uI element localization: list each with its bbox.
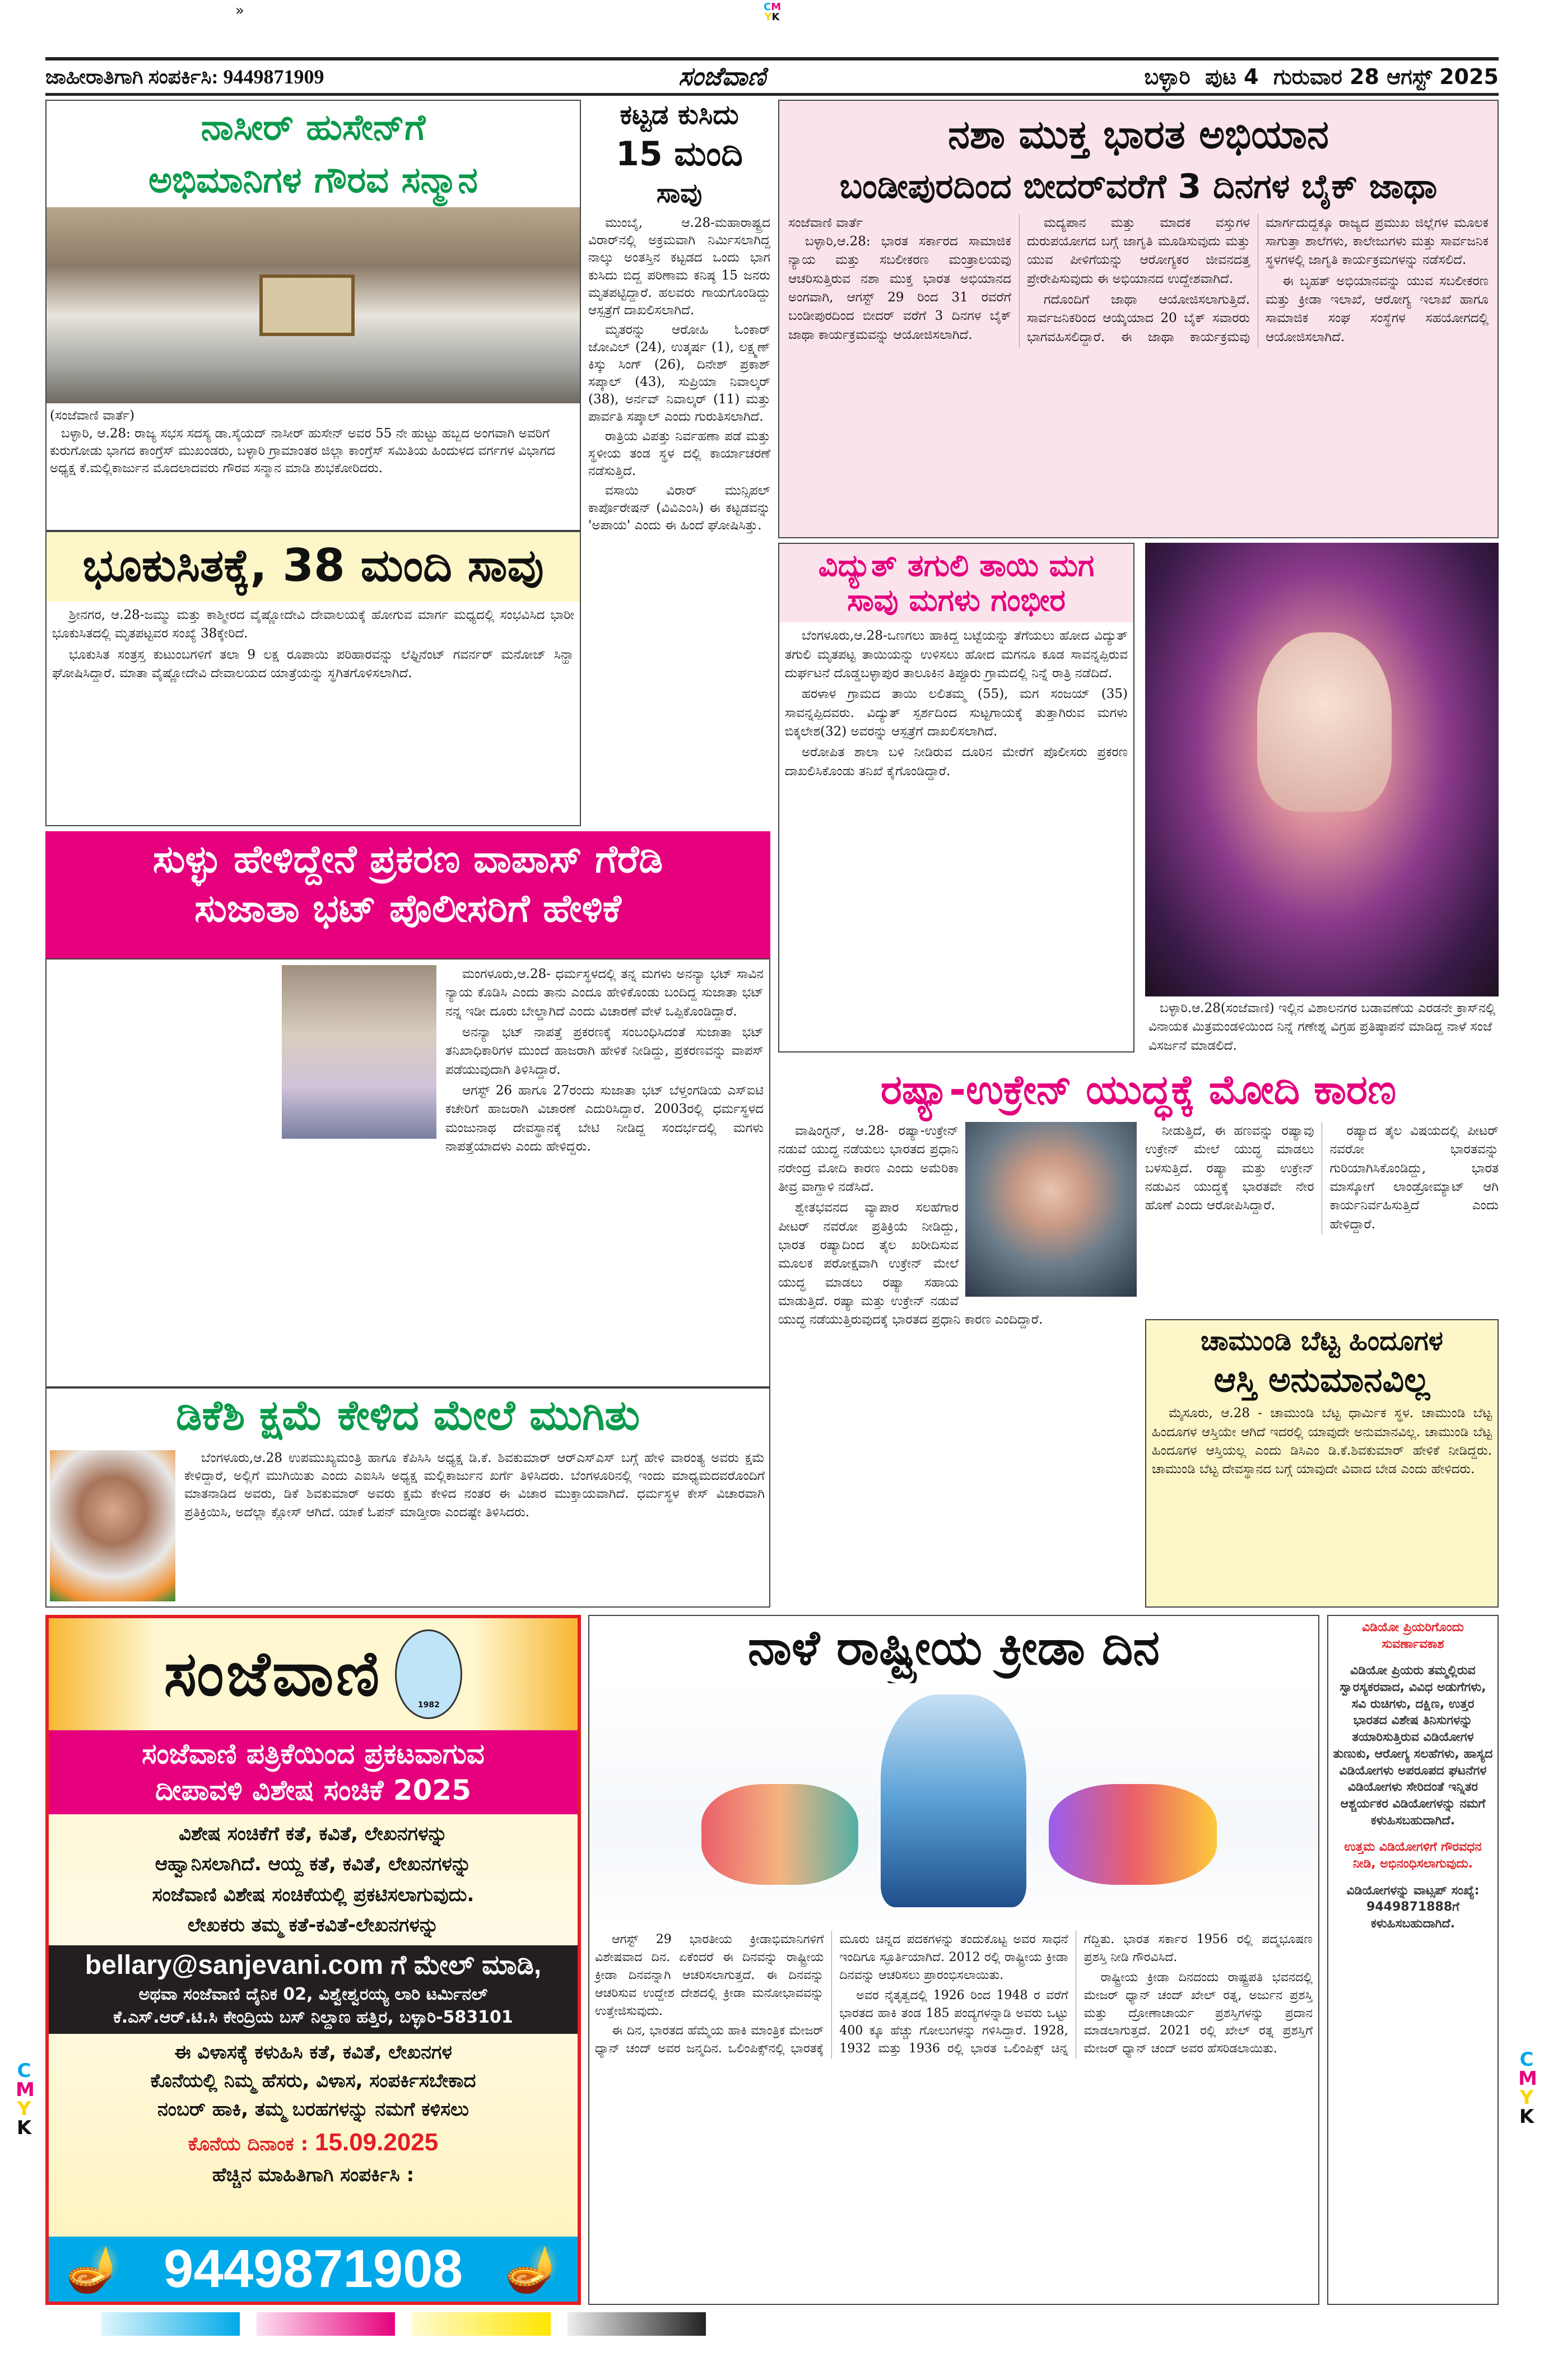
ganesha-idol-photo [1145,543,1499,996]
cmyk-mark-top: CM YK [764,1,782,23]
article-building-collapse: ಕಟ್ಟಡ ಕುಸಿದು 15 ಮಂದಿ ಸಾವು ಮುಂಬೈ, ಆ.28-ಮಹಾರಾಷ್ಟ್ರದ ವಿರಾರ್‌ನಲ್ಲಿ ಅಕ್ರಮವಾಗಿ ನಿರ್ಮಿಸಲಾಗಿದ್ದ ನಾಲ್ಕು ಅಂತಸ್ತಿನ ಕಟ್ಟಡದ ಒಂದು ಭಾಗ ಕುಸಿದು ಬಿದ್ದ ಪರಿಣಾಮ ಕನಿಷ್ಠ 15 ಜನರು ಮೃತಪಟ್ಟಿದ್ದಾರೆ. ಹಲವರು ಗಾಯಗೊಂಡಿದ್ದು ಆಸ್ಪತ್ರೆಗೆ ದಾಖಲಿಸಲಾಗಿದೆ. ಮೃತರನ್ನು ಆರೋಹಿ ಓಂಕಾರ್ ಜೋವಿಲ್ (24), ಉತ್ಕರ್ಷ (1), ಲಕ್ಷ್ಮಣ್ ಕಿಸ್ಕು ಸಿಂಗ್ (26), ದಿನೇಶ್ ಪ್ರಕಾಶ್ ಸಪ್ಕಾಲ್ (43), ಸುಪ್ರಿಯಾ ನಿವಾಲ್ಕರ್ (38), ಅರ್ನವ್ ನಿವಾಲ್ಕರ್ (11) ಮತ್ತು ಪಾರ್ವತಿ ಸಪ್ಕಾಲ್ ಎಂದು ಗುರುತಿಸಲಾಗಿದೆ. ರಾತ್ರಿಯ ವಿಪತ್ತು ನಿರ್ವಹಣಾ ಪಡೆ ಮತ್ತು ಸ್ಥಳೀಯ ತಂಡ ಸ್ಥಳ ದಲ್ಲಿ ಕಾರ್ಯಾಚರಣೆ ನಡೆಸುತ್ತಿದೆ. ವಸಾಯಿ ವಿರಾರ್ ಮುನ್ಸಿಪಲ್ ಕಾರ್ಪೊರೇಷನ್ (ವಿವಿಎಂಸಿ) ಈ ಕಟ್ಟಡವನ್ನು 'ಅಪಾಯ' ಎಂದು ಈ ಹಿಂದೆ ಘೋಷಿಸಿತ್ತು. [588,99,770,533]
diya-icon: 🪔 [66,2244,122,2294]
headline-sujata: ಸುಳ್ಳು ಹೇಳಿದ್ದೇನೆ ಪ್ರಕರಣ ವಾಪಾಸ್ ಗೆರೆಡಿ ಸುಜಾತಾ ಭಟ್ ಪೊಲೀಸರಿಗೆ ಹೇಳಿಕೆ [45,831,770,958]
masthead [45,60,1499,93]
page-number: 4 [1244,64,1259,89]
video-submission-box: ವಿಡಿಯೋ ಪ್ರಿಯರಿಗೊಂದು ಸುವರ್ಣಾವಕಾಶ ವಿಡಿಯೋ ಪ್ರಿಯರು ತಮ್ಮಲ್ಲಿರುವ ಸ್ವಾರಸ್ಯಕರವಾದ, ವಿವಿಧ ಅಡುಗೆಗಳು, ಸವಿ ರುಚಿಗಳು, ದಕ್ಷಿಣ, ಉತ್ತರ ಭಾರತದ ವಿಶೇಷ ತಿನಿಸುಗಳನ್ನು ತಯಾರಿಸುತ್ತಿರುವ ವಿಡಿಯೋಗಳ ತುಣುಕು, ಆರೋಗ್ಯ ಸಲಹೆಗಳು, ಹಾಸ್ಯದ ವಿಡಿಯೋಗಳು ಅಪರೂಪದ ಘಟನೆಗಳ ವಿಡಿಯೋಗಳು ಸೇರಿದಂತೆ ಇನ್ನಿತರ ಆಶ್ಚರ್ಯಕರ ವಿಡಿಯೋಗಳನ್ನು ನಮಗೆ ಕಳುಹಿಸಬಹುದಾಗಿದೆ. ಉತ್ತಮ ವಿಡಿಯೋಗಳಿಗೆ ಗೌರವಧನ ನೀಡಿ, ಅಭಿನಂಧಿಸಲಾಗುವುದು. ವಿಡಿಯೋಗಳನ್ನು ವಾಟ್ಸಪ್ ಸಂಖ್ಯೆ: 9449871888ಗೆ ಕಳುಹಿಸಬಹುದಾಗಿದೆ. [1327,1615,1499,2305]
headline: ಭೂಕುಸಿತಕ್ಕೆ, 38 ಮಂದಿ ಸಾವು [46,532,580,602]
ad-email[interactable]: bellary@sanjevani.com ಗೆ ಮೇಲ್ ಮಾಡಿ, [85,1950,542,1980]
masthead-bottom-rule [45,93,1499,96]
headline: ನಾಳೆ ರಾಷ್ಟ್ರೀಯ ಕ್ರೀಡಾ ದಿನ [747,1620,1160,1676]
ad-address: bellary@sanjevani.com ಗೆ ಮೇಲ್ ಮಾಡಿ, ಅಥವಾ ಸಂಜೆವಾಣಿ ದೈನಿಕ 02, ವಿಶ್ವೇಶ್ವರಯ್ಯ ಲಾರಿ ಟರ್ಮಿನಲ್ ಕೆ.ಎಸ್.ಆರ್.ಟಿ.ಸಿ ಕೇಂದ್ರಿಯ ಬಸ್ ನಿಲ್ದಾಣ ಹತ್ತಿರ, ಬಳ್ಳಾರಿ-583101 [49,1945,578,2034]
article-landslide: ಭೂಕುಸಿತಕ್ಕೆ, 38 ಮಂದಿ ಸಾವು ಶ್ರೀನಗರ, ಆ.28-ಜಮ್ಮು ಮತ್ತು ಕಾಶ್ಮೀರದ ವೈಷ್ಣೋದೇವಿ ದೇವಾಲಯಕ್ಕೆ ಹೋಗುವ ಮಾರ್ಗ ಮಧ್ಯದಲ್ಲಿ ಸಂಭವಿಸಿದ ಭಾರೀ ಭೂಕುಸಿತದಲ್ಲಿ ಮೃತಪಟ್ಟವರ ಸಂಖ್ಯೆ 38ಕ್ಕೇರಿದೆ. ಭೂಕುಸಿತ ಸಂತ್ರಸ್ತ ಕುಟುಂಬಗಳಿಗೆ ತಲಾ 9 ಲಕ್ಷ ರೂಪಾಯಿ ಪರಿಹಾರವನ್ನು ಲೆಫ್ಟಿನೆಂಟ್ ಗವರ್ನರ್ ಮನೋಜ್ ಸಿನ್ಹಾ ಘೋಷಿಸಿದ್ದಾರೆ. ಮಾತಾ ವೈಷ್ಣೋದೇವಿ ದೇವಾಲಯದ ಯಾತ್ರೆಯನ್ನು ಸ್ಥಗಿತಗೊಳಿಸಲಾಗಿದೆ. [45,531,581,826]
article-chamundi: ಚಾಮುಂಡಿ ಬೆಟ್ಟ ಹಿಂದೂಗಳ ಆಸ್ತಿ ಅನುಮಾನವಿಲ್ಲ ಮೈಸೂರು, ಆ.28 - ಚಾಮುಂಡಿ ಬೆಟ್ಟ ಧಾರ್ಮಿಕ ಸ್ಥಳ. ಚಾಮುಂಡಿ ಬೆಟ್ಟ ಹಿಂದೂಗಳ ಆಸ್ತಿಯೇ ಆಗಿದೆ ಇದರಲ್ಲಿ ಯಾವುದೇ ಅನುಮಾನವಿಲ್ಲ. ಚಾಮುಂಡಿ ಬೆಟ್ಟ ಹಿಂದೂಗಳ ಆಸ್ತಿಯಲ್ಲ ಎಂದು ಡಿಸಿಎಂ ಡಿ.ಕೆ.ಶಿವಕುಮಾರ್ ಹೇಳಿಕೆ ನೀಡಿದ್ದರು. ಚಾಮುಂಡಿ ಬೆಟ್ಟ ದೇವಸ್ಥಾನದ ಬಗ್ಗೆ ಯಾವುದೇ ವಿವಾದ ಬೇಡ ಎಂದು ಹೇಳಿದರು. [1145,1319,1499,1608]
article-sujata: ಮಂಗಳೂರು,ಆ.28- ಧರ್ಮಸ್ಥಳದಲ್ಲಿ ತನ್ನ ಮಗಳು ಅನನ್ಯಾ ಭಟ್ ಸಾವಿನ ನ್ಯಾಯ ಕೊಡಿಸಿ ಎಂದು ತಾನು ಎಂದೂ ಹೇಳಿಕೊಂಡು ಬಂದಿದ್ದ ಸುಜಾತಾ ಭಟ್ ನನ್ನ ಇಡೀ ದೂರು ಬೇಲ್ಡಾಗಿದೆ ಎಂದು ವಿಚಾರಣೆ ವೇಳೆ ಒಪ್ಪಿಕೊಂಡಿದ್ದಾರೆ. ಅನನ್ಯಾ ಭಟ್ ನಾಪತ್ತೆ ಪ್ರಕರಣಕ್ಕೆ ಸಂಬಂಧಿಸಿದಂತೆ ಸುಜಾತಾ ಭಟ್ ತನಿಖಾಧಿಕಾರಿಗಳ ಮುಂದೆ ಹಾಜರಾಗಿ ಹೇಳಿಕೆ ನೀಡಿದ್ದು, ಪ್ರಕರಣವನ್ನು ವಾಪಸ್ ಪಡೆಯುವುದಾಗಿ ತಿಳಿಸಿದ್ದಾರೆ. ಆಗಸ್ಟ್ 26 ಹಾಗೂ 27ರಂದು ಸುಜಾತಾ ಭಟ್ ಬೆಳ್ತಂಗಡಿಯ ಎಸ್‌ಐಟಿ ಕಚೇರಿಗೆ ಹಾಜರಾಗಿ ವಿಚಾರಣೆ ಎದುರಿಸಿದ್ದಾರೆ. 2003ರಲ್ಲಿ ಧರ್ಮಸ್ಥಳದ ಮಂಜುನಾಥ ದೇವಸ್ಥಾನಕ್ಕೆ ಬೇಟಿ ನೀಡಿದ್ದ ಸಂದರ್ಭದಲ್ಲಿ ಮಗಳು ನಾಪತ್ತೆಯಾದಳು ಎಂದು ಹೇಳಿದ್ದರು. [45,958,770,1387]
color-calibration-bars [101,2312,706,2336]
ad-phone: 🪔 9449871908 🪔 [49,2237,578,2302]
ad-banner: ಸಂಜೆವಾಣಿ ಪತ್ರಿಕೆಯಿಂದ ಪ್ರಕಟವಾಗುವ ದೀಪಾವಳಿ ವಿಶೇಷ ಸಂಚಿಕೆ 2025 [49,1730,578,1814]
headline: ವಿದ್ಯುತ್ ತಗುಲಿ ತಾಯಿ ಮಗ ಸಾವು ಮಗಳು ಗಂಭೀರ [779,544,1133,622]
article-russia-ukraine: ವಾಷಿಂಗ್ಟನ್, ಆ.28- ರಷ್ಯಾ-ಉಕ್ರೇನ್ ನಡುವೆ ಯುದ್ಧ ನಡೆಯಲು ಭಾರತದ ಪ್ರಧಾನಿ ನರೇಂದ್ರ ಮೋದಿ ಕಾರಣ ಎಂದು ಅಮೆರಿಕಾ ತೀವ್ರ ವಾಗ್ದಾಳಿ ನಡೆಸಿದೆ. ಶ್ವೇತಭವನದ ವ್ಯಾಪಾರ ಸಲಹೆಗಾರ ಪೀಟರ್ ನವರೋ ಪ್ರತಿಕ್ರಿಯೆ ನೀಡಿದ್ದು, ಭಾರತ ರಷ್ಯಾದಿಂದ ತೈಲ ಖರೀದಿಸುವ ಮೂಲಕ ಪರೋಕ್ಷವಾಗಿ ಉಕ್ರೇನ್ ಮೇಲೆ ಯುದ್ಧ ಮಾಡಲು ರಷ್ಯಾ ಸಹಾಯ ಮಾಡುತ್ತಿದೆ. ರಷ್ಯಾ ಮತ್ತು ಉಕ್ರೇನ್ ನಡುವೆ ಯುದ್ಧ ನಡೆಯುತ್ತಿರುವುದಕ್ಕೆ ಭಾರತದ ಪ್ರಧಾನಿ ಕಾರಣ ಎಂದಿದ್ದಾರೆ. ನೀಡುತ್ತಿದೆ, ಈ ಹಣವನ್ನು ರಷ್ಯಾವು ಉಕ್ರೇನ್ ಮೇಲೆ ಯುದ್ಧ ಮಾಡಲು ಬಳಸುತ್ತಿದೆ. ರಷ್ಯಾ ಮತ್ತು ಉಕ್ರೇನ್ ನಡುವಿನ ಯುದ್ಧಕ್ಕೆ ಭಾರತವೇ ನೇರ ಹೊಣೆ ಎಂದು ಆರೋಪಿಸಿದ್ದಾರೆ. ರಷ್ಯಾದ ತೈಲ ವಿಷಯದಲ್ಲಿ ಪೀಟರ್ ನವರೋ ಭಾರತವನ್ನು ಗುರಿಯಾಗಿಸಿಕೊಂಡಿದ್ದು, ಭಾರತ ಮಾಸ್ಕೋಗೆ ಲಾಂಡ್ರೋಮ್ಯಾಟ್ ಆಗಿ ಕಾರ್ಯನಿರ್ವಹಿಸುತ್ತಿದೆ ಎಂದು ಹೇಳಿದ್ದಾರೆ. [778,1122,1499,1312]
cmyk-mark-right: C M Y K [1518,2048,1537,2128]
article-dkshi: ಡಿಕೆಶಿ ಕ್ಷಮೆ ಕೇಳಿದ ಮೇಲೆ ಮುಗಿತು ಬೆಂಗಳೂರು,ಆ.28 ಉಪಮುಖ್ಯಮಂತ್ರಿ ಹಾಗೂ ಕೆಪಿಸಿಸಿ ಅಧ್ಯಕ್ಷ ಡಿ.ಕೆ. ಶಿವಕುಮಾರ್ ಆರ್‌ಎಸ್‌ಎಸ್ ಬಗ್ಗೆ ಹೇಳಿ ವಾರಂತ್ಯ ಅವರು ಕ್ಷಮೆ ಕೇಳಿದ್ದಾರೆ, ಅಲ್ಲಿಗೆ ಮುಗಿಯಿತು ಎಂದು ಎಐಸಿಸಿ ಅಧ್ಯಕ್ಷ ಮಲ್ಲಿಕಾರ್ಜುನ ಖರ್ಗೆ ತಿಳಿಸಿದರು. ಬೆಂಗಳೂರಿನಲ್ಲಿ ಇಂದು ಮಾಧ್ಯಮದವರೊಂದಿಗೆ ಮಾತನಾಡಿದ ಅವರು, ಡಿಕೆ ಶಿವಕುಮಾರ್ ಅವರು ಕ್ಷಮೆ ಕೇಳಿದ ನಂತರ ಈ ವಿಚಾರ ಮುಕ್ತಾಯವಾಗಿದೆ. ಧರ್ಮಸ್ಥಳ ಕೇಸ್ ವಿಚಾರವಾಗಿ ಪ್ರತಿಕ್ರಿಯಿಸಿ, ಅದೆಲ್ಲಾ ಕ್ಲೋಸ್ ಆಗಿದೆ. ಯಾಕೆ ಓಪನ್ ಮಾಡ್ತೀರಾ ಎಂದಷ್ಟೇ ತಿಳಿಸಿದರು. [45,1387,770,1608]
sujata-bhat-photo [282,965,436,1139]
dove-logo-icon: 1982 [395,1629,462,1719]
article-sports-day: ನಾಳೆ ರಾಷ್ಟ್ರೀಯ ಕ್ರೀಡಾ ದಿನ ಆಗಸ್ಟ್ 29 ಭಾರತೀಯ ಕ್ರೀಡಾಭಿಮಾನಿಗಳಿಗೆ ವಿಶೇಷವಾದ ದಿನ. ಏಕೆಂದರೆ ಈ ದಿನವನ್ನು ರಾಷ್ಟ್ರೀಯ ಕ್ರೀಡಾ ದಿನವನ್ನಾಗಿ ಆಚರಿಸಲಾಗುತ್ತದೆ. ಈ ದಿನವನ್ನು ಆಚರಿಸುವ ಉದ್ದೇಶ ದೇಶದಲ್ಲಿ ಕ್ರೀಡಾ ಮನೋಭಾವವನ್ನು ಉತ್ತೇಜಿಸುವುದು. ಈ ದಿನ, ಭಾರತದ ಹೆಮ್ಮೆಯ ಹಾಕಿ ಮಾಂತ್ರಿಕ ಮೇಜರ್ ಧ್ಯಾನ್ ಚಂದ್ ಅವರ ಜನ್ಮದಿನ. ಒಲಿಂಪಿಕ್ಸ್‌ನಲ್ಲಿ ಭಾರತಕ್ಕೆ ಮೂರು ಚಿನ್ನದ ಪದಕಗಳನ್ನು ತಂದುಕೊಟ್ಟ ಅವರ ಸಾಧನೆ ಇಂದಿಗೂ ಸ್ಫೂರ್ತಿಯಾಗಿದೆ. 2012 ರಲ್ಲಿ ರಾಷ್ಟ್ರೀಯ ಕ್ರೀಡಾ ದಿನವನ್ನು ಆಚರಿಸಲು ಪ್ರಾರಂಭಿಸಲಾಯಿತು. ಅವರ ನೈತೃತ್ವದಲ್ಲಿ 1926 ರಿಂದ 1948 ರ ವರೆಗೆ ಭಾರತದ ಹಾಕಿ ತಂಡ 185 ಪಂದ್ಯಗಳನ್ನಾಡಿ ಅವರು ಒಟ್ಟು 400 ಕ್ಕೂ ಹೆಚ್ಚು ಗೋಲುಗಳನ್ನು ಗಳಿಸಿದ್ದಾರೆ. 1928, 1932 ಮತ್ತು 1936 ರಲ್ಲಿ ಭಾರತ ಒಲಿಂಪಿಕ್ಸ್ ಚಿನ್ನ ಗೆದ್ದಿತು. ಭಾರತ ಸರ್ಕಾರ 1956 ರಲ್ಲಿ ಪದ್ಮಭೂಷಣ ಪ್ರಶಸ್ತಿ ನೀಡಿ ಗೌರವಿಸಿದೆ. ರಾಷ್ಟ್ರೀಯ ಕ್ರೀಡಾ ದಿನದಂದು ರಾಷ್ಟ್ರಪತಿ ಭವನದಲ್ಲಿ ಮೇಜರ್ ಧ್ಯಾನ್ ಚಂದ್ ಖೇಲ್ ರತ್ನ, ಅರ್ಜುನ ಪ್ರಶಸ್ತಿ ಮತ್ತು ದ್ರೋಣಾಚಾರ್ಯ ಪ್ರಶಸ್ತಿಗಳನ್ನು ಪ್ರದಾನ ಮಾಡಲಾಗುತ್ತದೆ. 2021 ರಲ್ಲಿ ಖೇಲ್ ರತ್ನ ಪ್ರಶಸ್ತಿಗೆ ಮೇಜರ್ ಧ್ಯಾನ್ ಚಂದ್ ಅವರ ಹೆಸರಿಡಲಾಯಿತು. [588,1615,1319,2305]
dateline: ಬಳ್ಳಾರಿ ಪುಟ 4 ಗುರುವಾರ 28 ಆಗಸ್ಟ್ 2025 [1144,64,1499,89]
hockey-illustration [589,1683,1318,1926]
article-nasir: ನಾಸೀರ್ ಹುಸೇನ್‌ಗೆ ಅಭಿಮಾನಿಗಳ ಗೌರವ ಸನ್ಮಾನ (ಸಂಜೆವಾಣಿ ವಾರ್ತೆ) ಬಳ್ಳಾರಿ, ಆ.28: ರಾಜ್ಯ ಸಭಸ ಸದಸ್ಯ ಡಾ.ಸೈಯದ್ ನಾಸೀರ್ ಹುಸೇನ್ ಅವರ 55 ನೇ ಹುಟ್ಟು ಹಬ್ಬದ ಅಂಗವಾಗಿ ಅವರಿಗೆ ಕುರುಗೋಡು ಭಾಗದ ಕಾಂಗ್ರೆಸ್ ಮುಖಂಡರು, ಬಳ್ಳಾರಿ ಗ್ರಾಮಾಂತರ ಜಿಲ್ಲಾ ಕಾಂಗ್ರೆಸ್ ಸಮಿತಿಯ ಹಿಂದುಳದ ವರ್ಗಗಳ ವಿಭಾಗದ ಅಧ್ಯಕ್ಷ ಕೆ.ಮಲ್ಲಿಕಾರ್ಜುನ ಮೊದಲಾದವರು ಗೌರವ ಸನ್ಮಾನ ಮಾಡಿ ಶುಭಕೋರಿದರು. [45,100,581,531]
cmyk-mark-left: C M Y K [16,2060,35,2139]
ganesha-caption: ಬಳ್ಳಾರಿ.ಆ.28(ಸಂಜೆವಾಣಿ) ಇಲ್ಲಿನ ವಿಶಾಲನಗರ ಬಡಾವಣೆಯ ಎರಡನೇ ಕ್ರಾಸ್‌ನಲ್ಲಿ ವಿನಾಯಕ ಮಿತ್ರಮಂಡಳಿಯಿಂದ ನಿನ್ನೆ ಗಣೇಶ್ನ ವಿಗ್ರಹ ಪ್ರತಿಷ್ಠಾಪನೆ ಮಾಡಿದ್ದ ನಾಳೆ ಸಂಜೆ ವಿಸರ್ಜನೆ ಮಾಡಲಿದೆ. [1148,1001,1496,1053]
headline: ಡಿಕೆಶಿ ಕ್ಷಮೆ ಕೇಳಿದ ಮೇಲೆ ಮುಗಿತು [175,1391,640,1440]
felicitation-photo [46,207,580,403]
diya-icon: 🪔 [505,2244,561,2294]
headline: ನಾಸೀರ್ ಹುಸೇನ್‌ಗೆ ಅಭಿಮಾನಿಗಳ ಗೌರವ ಸನ್ಮಾನ [148,107,478,201]
kharge-photo [50,1450,175,1601]
headline: ಚಾಮುಂಡಿ ಬೆಟ್ಟ ಹಿಂದೂಗಳ ಆಸ್ತಿ ಅನುಮಾನವಿಲ್ಲ [1201,1325,1443,1400]
headline-russia-ukraine: ರಷ್ಯಾ-ಉಕ್ರೇನ್ ಯುದ್ಧಕ್ಕೆ ಮೋದಿ ಕಾರಣ [880,1066,1397,1113]
deepavali-special-ad: ಸಂಜೆವಾಣಿ 1982 ಸಂಜೆವಾಣಿ ಪತ್ರಿಕೆಯಿಂದ ಪ್ರಕಟವಾಗುವ ದೀಪಾವಳಿ ವಿಶೇಷ ಸಂಚಿಕೆ 2025 ವಿಶೇಷ ಸಂಚಿಕೆಗೆ ಕತೆ, ಕವಿತೆ, ಲೇಖನಗಳನ್ನು ಆಹ್ವಾನಿಸಲಾಗಿದೆ. ಆಯ್ದ ಕತೆ, ಕವಿತೆ, ಲೇಖನಗಳನ್ನು ಸಂಜೆವಾಣಿ ವಿಶೇಷ ಸಂಚಿಕೆಯಲ್ಲಿ ಪ್ರಕಟಿಸಲಾಗುವುದು. ಲೇಖಕರು ತಮ್ಮ ಕತೆ-ಕವಿತೆ-ಲೇಖನಗಳನ್ನು bellary@sanjevani.com ಗೆ ಮೇಲ್ ಮಾಡಿ, ಅಥವಾ ಸಂಜೆವಾಣಿ ದೈನಿಕ 02, ವಿಶ್ವೇಶ್ವರಯ್ಯ ಲಾರಿ ಟರ್ಮಿನಲ್ ಕೆ.ಎಸ್.ಆರ್.ಟಿ.ಸಿ ಕೇಂದ್ರಿಯ ಬಸ್ ನಿಲ್ದಾಣ ಹತ್ತಿರ, ಬಳ್ಳಾರಿ-583101 ಈ ವಿಳಾಸಕ್ಕೆ ಕಳುಹಿಸಿ ಕತೆ, ಕವಿತೆ, ಲೇಖನಗಳ ಕೊನೆಯಲ್ಲಿ ನಿಮ್ಮ ಹೆಸರು, ವಿಳಾಸ, ಸಂಪರ್ಕಿಸಬೇಕಾದ ನಂಬರ್ ಹಾಕಿ, ತಮ್ಮ ಬರಹಗಳನ್ನು ನಮಗೆ ಕಳಿಸಲು ಕೊನೆಯ ದಿನಾಂಕ : 15.09.2025 ಹೆಚ್ಚಿನ ಮಾಹಿತಿಗಾಗಿ ಸಂಪರ್ಕಿಸಿ : 🪔 9449871908 🪔 [45,1615,581,2305]
ad-logo: ಸಂಜೆವಾಣಿ 1982 [49,1618,578,1730]
peter-navarro-photo [965,1122,1137,1297]
crop-arrow: » [235,2,244,19]
ad-contact: ಜಾಹೀರಾತಿಗಾಗಿ ಸಂಪರ್ಕಿಸಿ: 9449871909 [45,65,324,88]
ad-deadline: 15.09.2025 [315,2128,439,2156]
masthead-logo: ಸಂಜೆವಾಣಿ [678,61,766,91]
article-electrocution: ವಿದ್ಯುತ್ ತಗುಲಿ ತಾಯಿ ಮಗ ಸಾವು ಮಗಳು ಗಂಭೀರ ಬೆಂಗಳೂರು,ಆ.28-ಒಣಗಲು ಹಾಕಿದ್ದ ಬಟ್ಟೆಯನ್ನು ತೆಗೆಯಲು ಹೋದ ವಿದ್ಯುತ್ ತಗುಲಿ ಮೃತಪಟ್ಟ ತಾಯಿಯನ್ನು ಉಳಿಸಲು ಹೋದ ಮಗನೂ ಕೂಡ ಸಾವನ್ನಪ್ಪಿರುವ ದುರ್ಘಟನೆ ದೊಡ್ಡಬಳ್ಳಾಪುರ ತಾಲೂಕಿನ ತಿಪ್ಪೂರು ಗ್ರಾಮದಲ್ಲಿ ನಿನ್ನೆ ರಾತ್ರಿ ನಡೆದಿದೆ. ಹರಳಾಳ ಗ್ರಾಮದ ತಾಯಿ ಲಲಿತಮ್ಮ (55), ಮಗ ಸಂಜಯ್ (35) ಸಾವನ್ನಪ್ಪಿದವರು. ವಿದ್ಯುತ್ ಸ್ಪರ್ಶದಿಂದ ಸುಟ್ಟಗಾಯಕ್ಕೆ ತುತ್ತಾಗಿರುವ ಮಗಳು ಬಿಕ್ಕಲೇಶ(32) ಅವರನ್ನು ಆಸ್ಪತ್ರೆಗೆ ದಾಖಲಿಸಲಾಗಿದೆ. ಅರೋಪಿತ ಶಾಲಾ ಬಳಿ ನೀಡಿರುವ ದೂರಿನ ಮೇರೆಗೆ ಪೊಲೀಸರು ಪ್ರಕರಣ ದಾಖಲಿಸಿಕೊಂಡು ತನಿಖೆ ಕೈಗೊಂಡಿದ್ದಾರೆ. [778,543,1134,1052]
article-nasha-mukta: ನಶಾ ಮುಕ್ತ ಭಾರತ ಅಭಿಯಾನ ಬಂಡೀಪುರದಿಂದ ಬೀದರ್‌ವರೆಗೆ 3 ದಿನಗಳ ಬೈಕ್ ಜಾಥಾ ಸಂಜೆವಾಣಿ ವಾರ್ತೆ ಬಳ್ಳಾರಿ,ಆ.28: ಭಾರತ ಸರ್ಕಾರದ ಸಾಮಾಜಿಕ ನ್ಯಾಯ ಮತ್ತು ಸಬಲೀಕರಣ ಮಂತ್ರಾಲಯವು ಆಚರಿಸುತ್ತಿರುವ ನಶಾ ಮುಕ್ತ ಭಾರತ ಅಭಿಯಾನದ ಅಂಗವಾಗಿ, ಆಗಸ್ಟ್ 29 ರಿಂದ 31 ರವರೆಗೆ ಬಂಡೀಪುರದಿಂದ ಬೀದರ್ ವರೆಗೆ 3 ದಿನಗಳ ಬೈಕ್ ಜಾಥಾ ಕಾರ್ಯಕ್ರಮವನ್ನು ಆಯೋಜಿಸಲಾಗಿದೆ. ಮದ್ಯಪಾನ ಮತ್ತು ಮಾದಕ ವಸ್ತುಗಳ ದುರುಪಯೋಗದ ಬಗ್ಗೆ ಜಾಗೃತಿ ಮೂಡಿಸುವುದು ಮತ್ತು ಯುವ ಪೀಳಿಗೆಯನ್ನು ಆರೋಗ್ಯಕರ ಜೀವನದತ್ತ ಪ್ರೇರೇಪಿಸುವುದು ಈ ಅಭಿಯಾನದ ಉದ್ದೇಶವಾಗಿದೆ. ಗದೊಂದಿಗೆ ಜಾಥಾ ಆಯೋಜಿಸಲಾಗುತ್ತಿದೆ. ಸಾರ್ವಜನಿಕರಿಂದ ಆಯ್ಕೆಯಾದ 20 ಬೈಕ್ ಸವಾರರು ಭಾಗವಹಿಸಲಿದ್ದಾರೆ. ಈ ಜಾಥಾ ಕಾರ್ಯಕ್ರಮವು ಮಾರ್ಗದುದ್ದಕ್ಕೂ ರಾಜ್ಯದ ಪ್ರಮುಖ ಜಿಲ್ಲೆಗಳ ಮೂಲಕ ಸಾಗುತ್ತಾ ಶಾಲೆಗಳು, ಕಾಲೇಜುಗಳು ಮತ್ತು ಸಾರ್ವಜನಿಕ ಸ್ಥಳಗಳಲ್ಲಿ ಜಾಗೃತಿ ಕಾರ್ಯಕ್ರಮಗಳನ್ನು ನಡೆಸಲಿದೆ. ಈ ಬೃಹತ್ ಅಭಿಯಾನವನ್ನು ಯುವ ಸಬಲೀಕರಣ ಮತ್ತು ಕ್ರೀಡಾ ಇಲಾಖೆ, ಆರೋಗ್ಯ ಇಲಾಖೆ ಹಾಗೂ ಸಾಮಾಜಿಕ ಸಂಘ ಸಂಸ್ಥೆಗಳ ಸಹಯೋಗದಲ್ಲಿ ಆಯೋಜಿಸಲಾಗಿದೆ. [778,100,1499,538]
headline: ಕಟ್ಟಡ ಕುಸಿದು 15 ಮಂದಿ ಸಾವು [616,99,743,209]
headline: ನಶಾ ಮುಕ್ತ ಭಾರತ ಅಭಿಯಾನ ಬಂಡೀಪುರದಿಂದ ಬೀದರ್‌ವರೆಗೆ 3 ದಿನಗಳ ಬೈಕ್ ಜಾಥಾ [839,111,1438,206]
